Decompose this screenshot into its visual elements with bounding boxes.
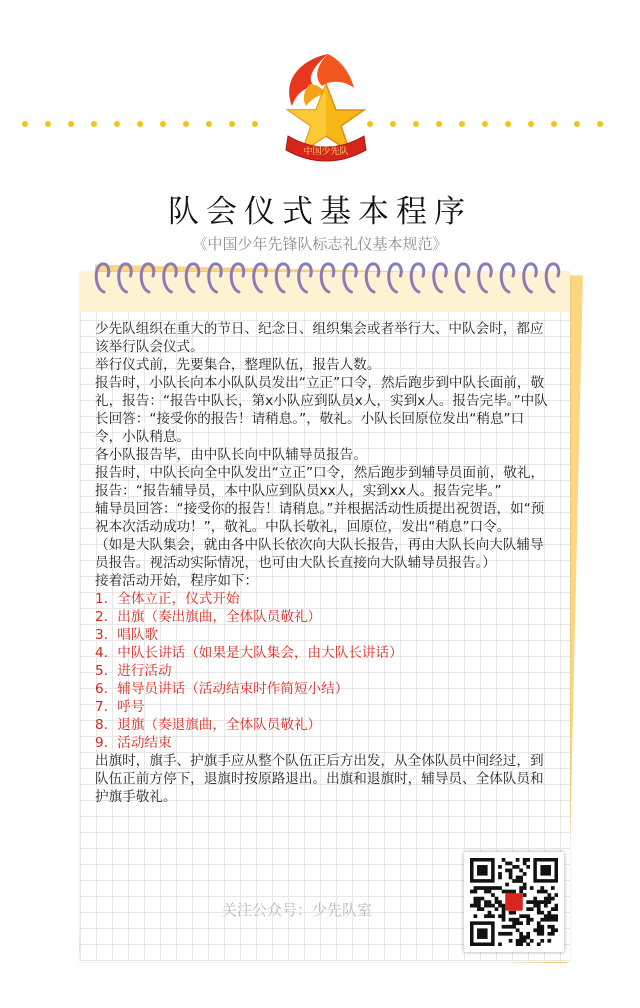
spiral-ring	[411, 264, 424, 292]
spiral-ring	[344, 264, 357, 292]
spiral-ring	[276, 264, 289, 292]
spiral-ring	[524, 264, 537, 292]
divider-dot	[68, 121, 74, 127]
spiral-ring	[186, 264, 199, 292]
spiral-ring	[434, 264, 447, 292]
paragraph: （如是大队集会，就由各中队长依次向大队长报告，再由大队长向大队辅导员报告。视活动实际情况，也可由大队长直接向大队辅导员报告。）	[95, 537, 544, 571]
spiral-ring	[164, 264, 177, 292]
page-title: 队会仪式基本程序	[168, 194, 472, 230]
divider-dot	[160, 121, 166, 127]
spiral-ring	[96, 264, 109, 292]
paragraph: 辅导员回答：“接受你的报告！请稍息。”并根据活动性质提出祝贺语，如“预祝本次活动成功！”，敬礼。中队长敬礼，回原位，发出“稍息”口令。	[95, 501, 545, 535]
spiral-ring	[501, 264, 514, 292]
spiral-ring	[321, 264, 334, 292]
spiral-ring	[231, 264, 244, 292]
divider-dot	[45, 121, 51, 127]
divider-dot	[505, 121, 511, 127]
divider-dot	[252, 121, 258, 127]
qr-code-icon	[470, 858, 558, 946]
divider-dot	[229, 121, 235, 127]
spiral-ring	[479, 264, 492, 292]
divider-dot	[551, 121, 557, 127]
divider-dot	[459, 121, 465, 127]
divider-dot	[574, 121, 580, 127]
young-pioneers-badge-icon	[270, 50, 380, 170]
divider-dot	[413, 121, 419, 127]
divider-dot	[183, 121, 189, 127]
spiral-ring	[389, 264, 402, 292]
follow-account-text: 关注公众号：少先队室	[222, 901, 373, 919]
procedure-step: 7．呼号	[95, 699, 145, 715]
divider-dot	[91, 121, 97, 127]
ceremony-text	[95, 320, 550, 806]
spiral-ring	[254, 264, 267, 292]
procedure-step: 8．退旗（奏退旗曲，全体队员敬礼）	[95, 717, 322, 733]
spiral-ring	[546, 264, 559, 292]
paragraph: 少先队组织在重大的节日、纪念日、组织集会或者举行大、中队会时，都应该举行队会仪式。	[95, 321, 544, 355]
spiral-ring	[366, 264, 379, 292]
divider-dot	[22, 121, 28, 127]
paragraph: 各小队报告毕，由中队长向中队辅导员报告。	[95, 447, 367, 463]
procedure-step: 1．全体立正，仪式开始	[95, 591, 240, 607]
spiral-ring	[299, 264, 312, 292]
divider-dot	[436, 121, 442, 127]
page-subtitle: 《中国少年先锋队标志礼仪基本规范》	[192, 235, 448, 253]
divider-dot	[482, 121, 488, 127]
procedure-step: 9．活动结束	[95, 735, 172, 751]
divider-dot	[114, 121, 120, 127]
spiral-ring	[209, 264, 222, 292]
divider-dot	[597, 121, 603, 127]
paragraph: 报告时，中队长向全中队发出“立正”口令，然后跑步到辅导员面前，敬礼，报告：“报告辅导员，本中队应到队员xx人，实到xx人。报告完毕。”	[95, 465, 545, 499]
spiral-ring	[456, 264, 469, 292]
divider-dot	[390, 121, 396, 127]
qr-code[interactable]	[464, 852, 564, 952]
closing-paragraph: 出旗时，旗手、护旗手应从整个队伍正后方出发，从全体队员中间经过，到队伍正前方停下，退旗时按原路退出。出旗和退旗时，辅导员、全体队员和护旗手敬礼。	[95, 753, 544, 805]
procedure-step: 5．进行活动	[95, 663, 172, 679]
divider-dot	[206, 121, 212, 127]
procedure-step: 3．唱队歌	[95, 627, 159, 643]
spiral-ring	[141, 264, 154, 292]
badge-ribbon-text: 中国少先队	[303, 147, 349, 157]
paragraph: 接着活动开始，程序如下：	[95, 573, 259, 589]
spiral-rings-icon	[80, 258, 570, 308]
procedure-step: 6．辅导员讲话（活动结束时作简短小结）	[95, 681, 349, 697]
procedure-step: 2．出旗（奏出旗曲，全体队员敬礼）	[95, 609, 322, 625]
procedure-step: 4．中队长讲话（如果是大队集会，由大队长讲话）	[95, 645, 403, 661]
paragraph: 举行仪式前，先要集合，整理队伍，报告人数。	[95, 357, 381, 373]
divider-dot	[137, 121, 143, 127]
divider-dot	[528, 121, 534, 127]
paragraph: 报告时，小队长向本小队队员发出“立正”口令，然后跑步到中队长面前，敬礼，报告：“报告中队长，第x小队应到队员x人，实到x人。报告完毕。”中队长回答：“接受你的报告！请稍息。”，敬礼。小队长回原位发出“稍息”口令，小队稍息。	[95, 375, 548, 445]
spiral-ring	[119, 264, 132, 292]
